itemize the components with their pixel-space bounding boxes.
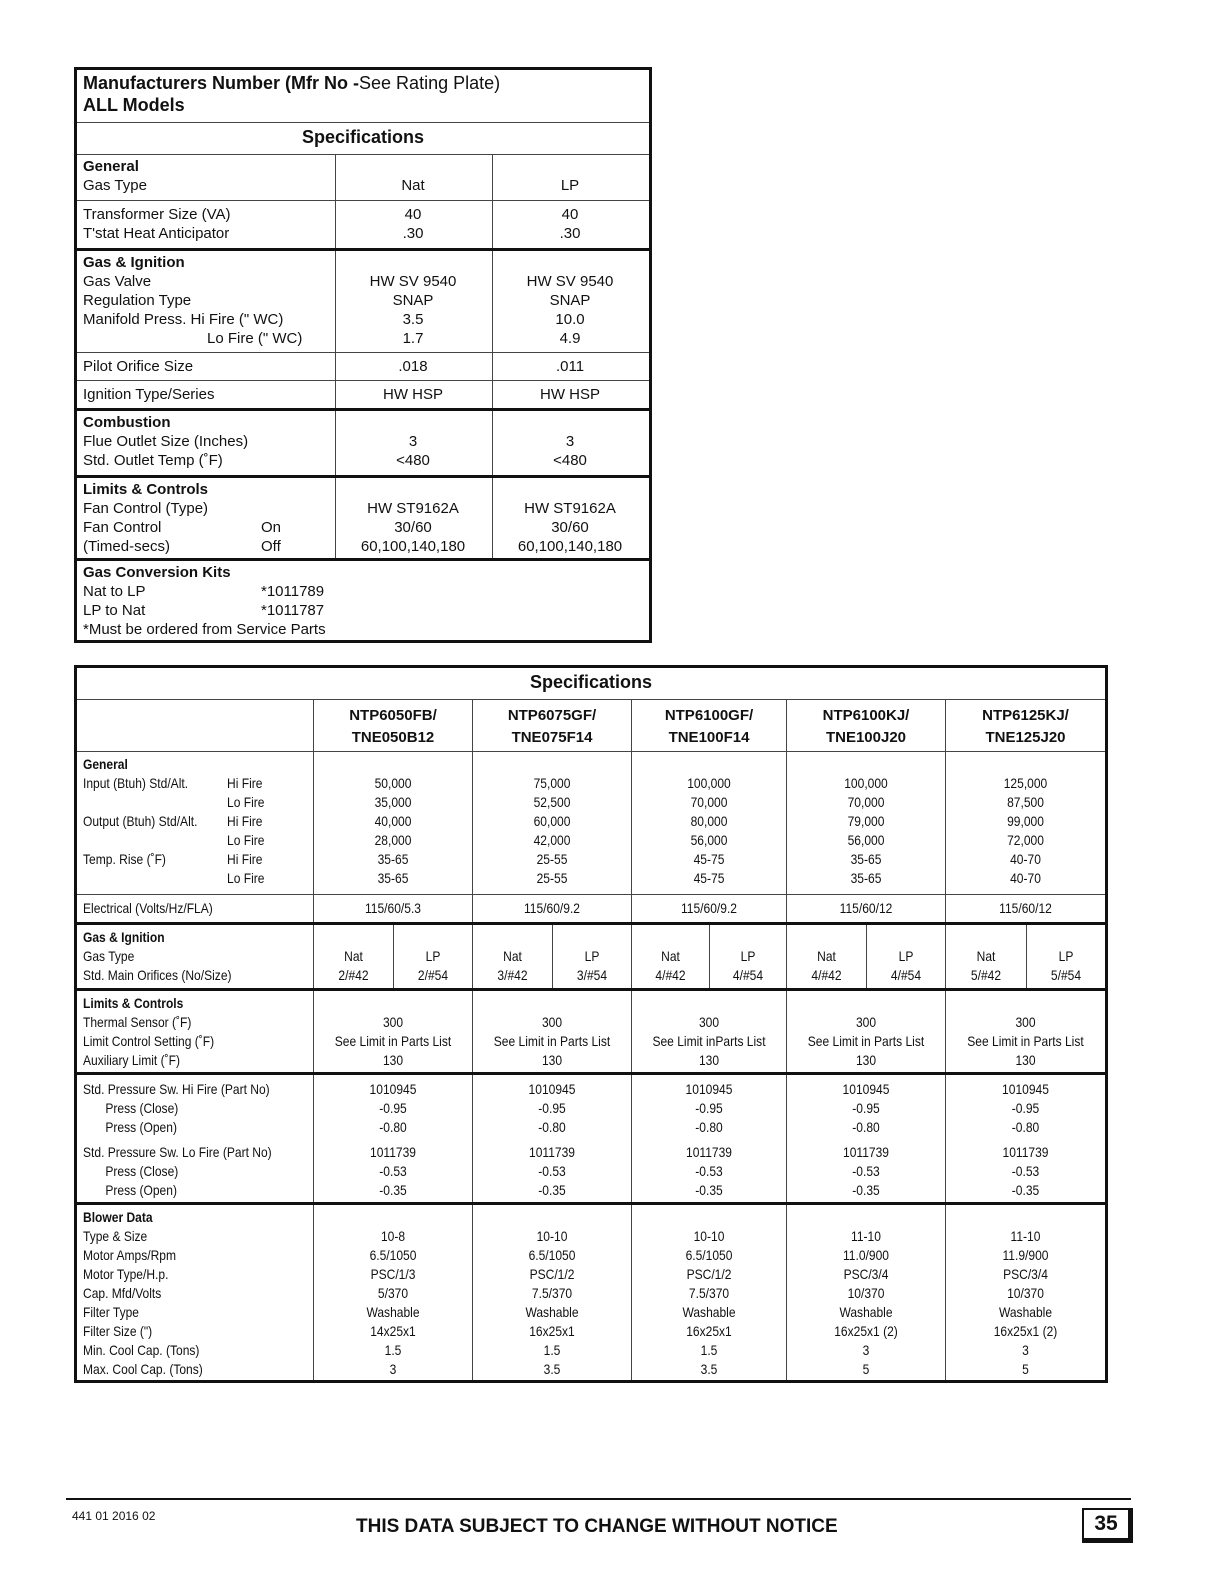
nat-label: Nat xyxy=(344,948,363,964)
cell: 2/#54 xyxy=(417,967,449,983)
cell: 3.5 xyxy=(543,1361,561,1377)
lo-fire-switch-label: Std. Pressure Sw. Lo Fire (Part No) xyxy=(83,1144,272,1160)
fan-on-nat: 30/60 xyxy=(394,519,432,536)
cell: 87,500 xyxy=(1007,794,1044,810)
sublabel: Hi Fire xyxy=(227,813,263,829)
gas-ignition-section xyxy=(77,925,1105,991)
footer-rule xyxy=(66,1498,1131,1500)
cell: 70,000 xyxy=(690,794,728,810)
cell: 3 xyxy=(1022,1342,1029,1358)
sublabel: Lo Fire xyxy=(227,794,265,810)
cell: 100,000 xyxy=(844,775,888,791)
nat-to-lp-part: *1011789 xyxy=(261,583,325,600)
cell: 3/#42 xyxy=(497,967,528,983)
cell: 5/#42 xyxy=(970,967,1002,983)
cell: -0.80 xyxy=(379,1119,407,1135)
model-name: TNE125J20 xyxy=(985,729,1066,746)
lp-to-nat-label: LP to Nat xyxy=(83,602,146,619)
manifold-lo-label: Lo Fire (" WC) xyxy=(207,330,303,347)
fan-off-lp: 60,100,140,180 xyxy=(517,538,623,555)
general-row xyxy=(77,155,649,201)
mfr-title-bold: Manufacturers Number (Mfr No - xyxy=(83,73,360,93)
cell: 11-10 xyxy=(1010,1228,1041,1244)
cell: -0.80 xyxy=(538,1119,566,1135)
cell: 1.5 xyxy=(543,1342,561,1358)
cell: 10-10 xyxy=(536,1228,568,1244)
outlet-temp-nat: <480 xyxy=(396,452,430,469)
cell: 5 xyxy=(862,1361,870,1377)
pilot-label: Pilot Orifice Size xyxy=(83,358,194,375)
cell: 1010945 xyxy=(842,1081,890,1097)
lp-label: LP xyxy=(425,948,441,964)
cell: 4/#54 xyxy=(890,967,922,983)
model-name: TNE100F14 xyxy=(668,729,750,746)
lp-label: LP xyxy=(584,948,600,964)
press-close-label: Press (Close) xyxy=(105,1163,179,1179)
cell: 50,000 xyxy=(374,775,412,791)
press-open-label: Press (Open) xyxy=(105,1119,177,1135)
mfr-spec-table xyxy=(74,67,652,643)
regulation-lp: SNAP xyxy=(549,292,591,309)
cell: Washable xyxy=(366,1304,420,1320)
conversion-row xyxy=(77,561,649,643)
electrical-label: Electrical (Volts/Hz/FLA) xyxy=(83,900,213,916)
cell: -0.53 xyxy=(852,1163,880,1179)
blower-label: Motor Type/H.p. xyxy=(83,1266,169,1282)
general-section xyxy=(77,752,1105,895)
cell: 45-75 xyxy=(693,851,725,867)
doc-number: 441 01 2016 02 xyxy=(72,1509,156,1523)
blower-label: Cap. Mfd/Volts xyxy=(83,1285,162,1301)
manifold-hi-lp: 10.0 xyxy=(555,311,585,328)
cell: 40-70 xyxy=(1010,870,1041,886)
cell: 56,000 xyxy=(847,832,885,848)
cell: 100,000 xyxy=(687,775,731,791)
gas-ignition-heading: Gas & Ignition xyxy=(83,929,165,945)
cell: 35-65 xyxy=(377,851,409,867)
flue-lp: 3 xyxy=(565,433,575,450)
nat-to-lp-label: Nat to LP xyxy=(83,583,146,600)
transformer-lp: 40 xyxy=(561,206,579,223)
blower-label: Filter Type xyxy=(83,1304,139,1320)
cell: 75,000 xyxy=(533,775,571,791)
cell: 1.5 xyxy=(384,1342,402,1358)
sublabel: Hi Fire xyxy=(227,851,263,867)
cell: -0.80 xyxy=(1011,1119,1040,1135)
cell: 6.5/1050 xyxy=(369,1247,417,1263)
cell: 40-70 xyxy=(1010,851,1041,867)
cell: 35-65 xyxy=(377,870,409,886)
fan-control-type-label: Fan Control (Type) xyxy=(83,500,209,517)
combustion-heading: Combustion xyxy=(83,414,171,431)
cell: 11.0/900 xyxy=(843,1247,889,1263)
gas-type-label: Gas Type xyxy=(83,948,135,964)
anticipator-nat: .30 xyxy=(402,225,424,242)
cell: 300 xyxy=(382,1014,404,1030)
model-name: NTP6100KJ/ xyxy=(822,707,910,724)
model-name: TNE050B12 xyxy=(351,729,435,746)
gas-ignition-row xyxy=(77,251,649,353)
cell: See Limit in Parts List xyxy=(807,1033,925,1049)
anticipator-lp: .30 xyxy=(559,225,581,242)
blower-label: Motor Amps/Rpm xyxy=(83,1247,177,1263)
outlet-temp-lp: <480 xyxy=(553,452,587,469)
cell: See Limit in Parts List xyxy=(334,1033,452,1049)
cell: 300 xyxy=(541,1014,563,1030)
cell: 5/#54 xyxy=(1050,967,1082,983)
cell: PSC/1/2 xyxy=(686,1266,732,1282)
cell: 45-75 xyxy=(693,870,725,886)
cell: 10-10 xyxy=(693,1228,725,1244)
blower-label: Max. Cool Cap. (Tons) xyxy=(83,1361,203,1377)
conversion-heading: Gas Conversion Kits xyxy=(83,564,231,581)
fan-type-lp: HW ST9162A xyxy=(524,500,616,517)
blower-label: Type & Size xyxy=(83,1228,148,1244)
model-name: TNE100J20 xyxy=(825,729,907,746)
cell: 1011739 xyxy=(1002,1144,1049,1160)
mfr-title-normal: See Rating Plate) xyxy=(359,73,501,93)
cell: -0.53 xyxy=(538,1163,566,1179)
fan-on-label: On xyxy=(261,519,282,536)
press-close-label: Press (Close) xyxy=(105,1100,179,1116)
cell: 1010945 xyxy=(1002,1081,1049,1097)
cell: -0.53 xyxy=(379,1163,407,1179)
cell: 1010945 xyxy=(369,1081,417,1097)
cell: 56,000 xyxy=(690,832,728,848)
cell: Washable xyxy=(682,1304,736,1320)
cell: 4/#42 xyxy=(655,967,686,983)
limits-heading: Limits & Controls xyxy=(83,481,209,498)
limits-row xyxy=(77,478,649,561)
cell: 3 xyxy=(389,1361,397,1377)
cell: -0.35 xyxy=(695,1182,723,1198)
cell: 300 xyxy=(698,1014,720,1030)
cell: 25-55 xyxy=(536,870,568,886)
cell: 5 xyxy=(1022,1361,1029,1377)
cell: See Limit in Parts List xyxy=(493,1033,611,1049)
cell: 1010945 xyxy=(528,1081,576,1097)
cell: 35,000 xyxy=(374,794,412,810)
cell: 115/60/12 xyxy=(839,900,893,916)
mfr-subtitle: ALL Models xyxy=(83,95,185,115)
cell: 4/#54 xyxy=(732,967,764,983)
cell: 3.5 xyxy=(700,1361,718,1377)
cell: -0.95 xyxy=(695,1100,723,1116)
cell: 11.9/900 xyxy=(1002,1247,1049,1263)
blower-label: Filter Size (") xyxy=(83,1323,153,1339)
cell: 130 xyxy=(1015,1052,1036,1068)
spec-title: Specifications xyxy=(529,672,653,692)
specs-header: Specifications xyxy=(301,127,425,147)
cell: -0.95 xyxy=(379,1100,407,1116)
gas-valve-lp: HW SV 9540 xyxy=(526,273,614,290)
fan-off-label: Off xyxy=(261,538,281,555)
manifold-hi-label: Manifold Press. Hi Fire (" WC) xyxy=(83,311,284,328)
combustion-row xyxy=(77,411,649,478)
gas-ignition-heading: Gas & Ignition xyxy=(83,254,185,271)
cell: 35-65 xyxy=(850,851,882,867)
model-name: NTP6100GF/ xyxy=(664,707,754,724)
ignition-label: Ignition Type/Series xyxy=(83,386,215,403)
cell: 115/60/5.3 xyxy=(364,900,422,916)
cell: 60,000 xyxy=(533,813,571,829)
nat-label: Nat xyxy=(817,948,836,964)
cell: 115/60/9.2 xyxy=(680,900,738,916)
cell: PSC/3/4 xyxy=(1003,1266,1048,1282)
timed-secs-label: (Timed-secs) xyxy=(83,538,170,555)
blower-label: Min. Cool Cap. (Tons) xyxy=(83,1342,200,1358)
cell: -0.95 xyxy=(1011,1100,1040,1116)
model-name: NTP6075GF/ xyxy=(507,707,597,724)
cell: 6.5/1050 xyxy=(528,1247,576,1263)
general-heading: General xyxy=(83,158,139,175)
cell: 130 xyxy=(541,1052,563,1068)
transformer-nat: 40 xyxy=(404,206,422,223)
pilot-row xyxy=(77,353,649,381)
cell: 16x25x1 xyxy=(529,1323,575,1339)
flue-label: Flue Outlet Size (Inches) xyxy=(83,433,249,450)
ignition-lp: HW HSP xyxy=(540,386,600,403)
gas-type-lp: LP xyxy=(560,177,580,194)
cell: 70,000 xyxy=(847,794,885,810)
cell: 10-8 xyxy=(380,1228,406,1244)
fan-type-nat: HW ST9162A xyxy=(367,500,459,517)
cell: 300 xyxy=(855,1014,877,1030)
ignition-row xyxy=(77,381,649,411)
ignition-nat: HW HSP xyxy=(383,386,443,403)
manifold-hi-nat: 3.5 xyxy=(402,311,424,328)
hi-fire-switch-label: Std. Pressure Sw. Hi Fire (Part No) xyxy=(83,1081,270,1097)
pilot-nat: .018 xyxy=(398,358,428,375)
cell: 130 xyxy=(698,1052,720,1068)
cell: -0.53 xyxy=(1011,1163,1040,1179)
pilot-lp: .011 xyxy=(555,358,585,375)
cell: 1.5 xyxy=(700,1342,718,1358)
thermal-sensor-label: Thermal Sensor (˚F) xyxy=(83,1014,192,1030)
output-label: Output (Btuh) Std/Alt. xyxy=(83,813,198,829)
cell: 2/#42 xyxy=(338,967,369,983)
cell: PSC/1/2 xyxy=(529,1266,575,1282)
cell: 4/#42 xyxy=(811,967,842,983)
cell: 16x25x1 xyxy=(686,1323,732,1339)
cell: 5/370 xyxy=(377,1285,409,1301)
cell: See Limit inParts List xyxy=(652,1033,766,1049)
regulation-nat: SNAP xyxy=(392,292,434,309)
change-notice: THIS DATA SUBJECT TO CHANGE WITHOUT NOTICE xyxy=(356,1516,838,1537)
cell: 1011739 xyxy=(843,1144,889,1160)
cell: 10/370 xyxy=(847,1285,885,1301)
input-label: Input (Btuh) Std/Alt. xyxy=(83,775,189,791)
nat-label: Nat xyxy=(661,948,680,964)
cell: -0.80 xyxy=(695,1119,723,1135)
cell: 125,000 xyxy=(1003,775,1048,791)
mfr-title-row xyxy=(77,70,649,123)
cell: 1010945 xyxy=(685,1081,733,1097)
gas-valve-nat: HW SV 9540 xyxy=(369,273,457,290)
manifold-lo-nat: 1.7 xyxy=(402,330,424,347)
model-name: TNE075F14 xyxy=(511,729,593,746)
cell: 72,000 xyxy=(1007,832,1044,848)
nat-label: Nat xyxy=(503,948,522,964)
cell: 3/#54 xyxy=(576,967,608,983)
cell: 115/60/9.2 xyxy=(523,900,581,916)
temp-rise-label: Temp. Rise (˚F) xyxy=(83,851,166,867)
cell: 3 xyxy=(862,1342,870,1358)
blower-heading: Blower Data xyxy=(83,1209,153,1225)
model-spec-table xyxy=(74,665,1108,1383)
lp-to-nat-part: *1011787 xyxy=(261,602,325,619)
service-parts-note: *Must be ordered from Service Parts xyxy=(83,621,326,638)
cell: 28,000 xyxy=(374,832,412,848)
cell: -0.35 xyxy=(852,1182,880,1198)
fan-on-lp: 30/60 xyxy=(551,519,589,536)
cell: -0.80 xyxy=(852,1119,880,1135)
model-header-row xyxy=(77,700,1105,752)
electrical-row xyxy=(77,895,1105,925)
cell: 7.5/370 xyxy=(688,1285,730,1301)
cell: Washable xyxy=(998,1304,1053,1320)
model-name: NTP6125KJ/ xyxy=(982,707,1069,724)
specs-header-row xyxy=(77,123,649,155)
manifold-lo-lp: 4.9 xyxy=(559,330,581,347)
cell: 10/370 xyxy=(1007,1285,1044,1301)
cell: -0.35 xyxy=(538,1182,566,1198)
cell: 14x25x1 xyxy=(370,1323,416,1339)
cell: 1011739 xyxy=(686,1144,732,1160)
page-number: 35 xyxy=(1082,1508,1133,1543)
sublabel: Lo Fire xyxy=(227,870,265,886)
general-heading: General xyxy=(83,756,128,772)
cell: -0.95 xyxy=(852,1100,880,1116)
cell: -0.35 xyxy=(379,1182,407,1198)
cell: 52,500 xyxy=(533,794,571,810)
model-name: NTP6050FB/ xyxy=(349,707,437,724)
aux-limit-label: Auxiliary Limit (˚F) xyxy=(83,1052,180,1068)
gas-valve-label: Gas Valve xyxy=(83,273,152,290)
cell: 130 xyxy=(382,1052,404,1068)
cell: 80,000 xyxy=(690,813,728,829)
cell: 7.5/370 xyxy=(531,1285,573,1301)
pressure-section xyxy=(77,1075,1105,1205)
cell: PSC/3/4 xyxy=(843,1266,889,1282)
limits-heading: Limits & Controls xyxy=(83,995,184,1011)
cell: 25-55 xyxy=(536,851,568,867)
orifices-label: Std. Main Orifices (No/Size) xyxy=(83,967,232,983)
cell: -0.95 xyxy=(538,1100,566,1116)
limits-section xyxy=(77,991,1105,1075)
cell: 40,000 xyxy=(374,813,412,829)
cell: PSC/1/3 xyxy=(370,1266,416,1282)
transformer-label: Transformer Size (VA) xyxy=(83,206,231,223)
cell: 115/60/12 xyxy=(999,900,1052,916)
press-open-label: Press (Open) xyxy=(105,1182,177,1198)
cell: 130 xyxy=(855,1052,877,1068)
cell: 79,000 xyxy=(847,813,885,829)
outlet-temp-label: Std. Outlet Temp (˚F) xyxy=(83,452,223,469)
regulation-label: Regulation Type xyxy=(83,292,192,309)
cell: 16x25x1 (2) xyxy=(834,1323,898,1339)
cell: 300 xyxy=(1015,1014,1036,1030)
cell: -0.35 xyxy=(1011,1182,1040,1198)
gas-type-label: Gas Type xyxy=(83,177,147,194)
cell: 11-10 xyxy=(851,1228,881,1244)
cell: 16x25x1 (2) xyxy=(993,1323,1058,1339)
nat-label: Nat xyxy=(976,948,996,964)
lp-label: LP xyxy=(740,948,756,964)
spec-title-row xyxy=(77,668,1105,700)
sublabel: Lo Fire xyxy=(227,832,265,848)
cell: 99,000 xyxy=(1007,813,1044,829)
gas-type-nat: Nat xyxy=(401,177,425,194)
cell: 35-65 xyxy=(850,870,882,886)
anticipator-label: T'stat Heat Anticipator xyxy=(83,225,230,242)
flue-nat: 3 xyxy=(408,433,418,450)
cell: -0.53 xyxy=(695,1163,723,1179)
transformer-row xyxy=(77,201,649,251)
cell: Washable xyxy=(525,1304,579,1320)
cell: 1011739 xyxy=(529,1144,575,1160)
cell: 1011739 xyxy=(370,1144,416,1160)
cell: 6.5/1050 xyxy=(685,1247,733,1263)
limit-setting-label: Limit Control Setting (˚F) xyxy=(83,1033,215,1049)
lp-label: LP xyxy=(898,948,914,964)
lp-label: LP xyxy=(1058,948,1074,964)
fan-control-label: Fan Control xyxy=(83,519,162,536)
fan-off-nat: 60,100,140,180 xyxy=(360,538,466,555)
blower-section xyxy=(77,1205,1105,1383)
cell: 42,000 xyxy=(533,832,571,848)
sublabel: Hi Fire xyxy=(227,775,263,791)
cell: Washable xyxy=(839,1304,893,1320)
cell: See Limit in Parts List xyxy=(967,1033,1084,1049)
